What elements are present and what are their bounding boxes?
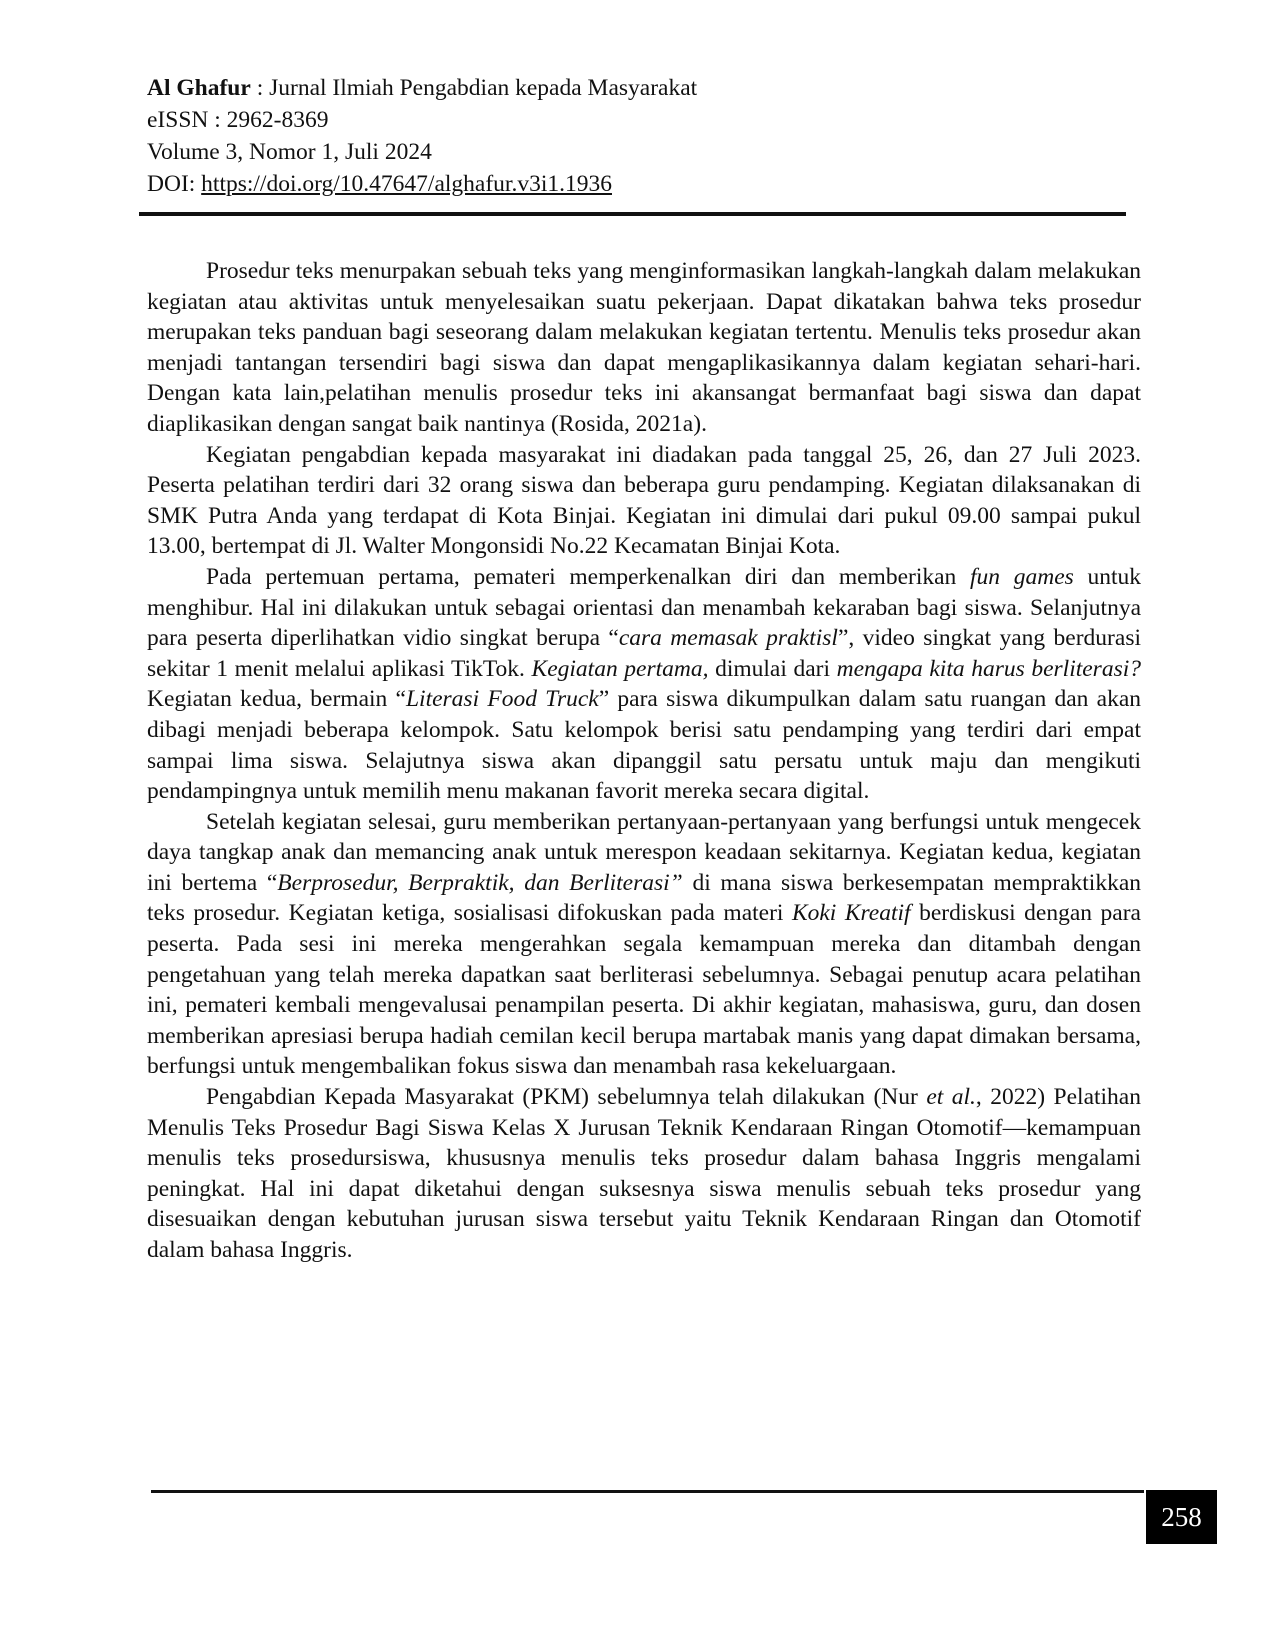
italic-run: Koki Kreatif [791, 900, 911, 927]
italic-run: fun games [970, 563, 1074, 590]
paragraph-3 [147, 562, 1141, 807]
text-run: , 2022) Pelatihan Menulis Teks Prosedur Bagi Siswa Kelas X Jurusan Teknik Kendaraan Ringan Otomotif—kemampuan menulis teks prosedursiswa, khususnya menulis teks prosedur dalam bahasa Inggris mengalami peningkat. Hal ini dapat diketahui dengan suksesnya siswa menulis sebuah teks prosedur yang disesuaikan dengan kebutuhan jurusan siswa tersebut yaitu Teknik Kendaraan Ringan dan Otomotif dalam bahasa Inggris. [147, 1084, 1141, 1263]
footer-divider [151, 1490, 1144, 1493]
article-body [147, 256, 1141, 1266]
text-run: ”, video singkat yang berdurasi sekitar 1 menit melalui aplikasi TikTok. [147, 625, 1141, 682]
text-run: Kegiatan kedua, bermain “ [147, 686, 406, 713]
doi-link[interactable]: https://doi.org/10.47647/alghafur.v3i1.1936 [201, 171, 612, 197]
text-run: ” para siswa dikumpulkan dalam satu ruangan dan akan dibagi menjadi beberapa kelompok. Satu kelompok berisi satu pendamping yang terdiri dari empat sampai lima siswa. Selajutnya siswa akan dipanggil satu persatu untuk maju dan mengikuti pendampingnya untuk memilih menu makanan favorit mereka secara digital. [147, 686, 1142, 805]
italic-run: cara memasak praktisl [618, 625, 838, 652]
journal-subtitle: : Jurnal Ilmiah Pengabdian kepada Masyarakat [250, 75, 698, 101]
text-run: untuk menghibur. Hal ini dilakukan untuk sebagai orientasi dan menambah kekaraban bagi siswa. Selanjutnya para peserta diperlihatkan vidio singkat berupa “ [147, 563, 1142, 652]
journal-header [147, 72, 1127, 200]
paragraph-4 [147, 807, 1141, 1082]
italic-run: et al. [926, 1084, 976, 1111]
journal-title-line [147, 72, 1127, 104]
page-number-badge [1146, 1490, 1217, 1544]
text-run: Pada pertemuan pertama, pemateri memperkenalkan diri dan memberikan [206, 563, 970, 590]
text-run: Setelah kegiatan selesai, guru memberikan pertanyaan-pertanyaan yang berfungsi untuk mengecek daya tangkap anak dan memancing anak untuk merespon keadaan sekitarnya. Kegiatan kedua, kegiatan ini bertema “ [147, 808, 1141, 896]
italic-run: Kegiatan pertama, [531, 655, 709, 682]
page-number: 258 [1161, 1501, 1202, 1532]
italic-run: Literasi Food Truck [405, 686, 599, 713]
doi-label: DOI: [147, 171, 202, 197]
text-run: dimulai dari [708, 655, 837, 682]
doi-line [147, 168, 1127, 200]
paragraph-2: Kegiatan pengabdian kepada masyarakat ini diadakan pada tanggal 25, 26, dan 27 Juli 2023. Peserta pelatihan terdiri dari 32 orang siswa dan beberapa guru pendamping. Kegiatan dilaksanakan di SMK Putra Anda yang terdapat di Kota Binjai. Kegiatan ini dimulai dari pukul 09.00 sampai pukul 13.00, bertempat di Jl. Walter Mongonsidi No.22 Kecamatan Binjai Kota. [147, 441, 1141, 560]
paragraph-5 [147, 1082, 1141, 1266]
paragraph-1: Prosedur teks menurpakan sebuah teks yang menginformasikan langkah-langkah dalam melakukan kegiatan atau aktivitas untuk menyelesaikan suatu pekerjaan. Dapat dikatakan bahwa teks prosedur merupakan teks panduan bagi seseorang dalam melakukan kegiatan tertentu. Menulis teks prosedur akan menjadi tantangan tersendiri bagi siswa dan dapat mengaplikasikannya dalam kegiatan sehari-hari. Dengan kata lain,pelatihan menulis prosedur teks ini akansangat bermanfaat bagi siswa dan dapat diaplikasikan dengan sangat baik nantinya (Rosida, 2021a). [147, 258, 1141, 437]
issn: eISSN : 2962-8369 [147, 107, 329, 133]
journal-name: Al Ghafur [147, 75, 251, 101]
text-run: Pengabdian Kepada Masyarakat (PKM) sebelumnya telah dilakukan (Nur [206, 1084, 927, 1111]
volume-info: Volume 3, Nomor 1, Juli 2024 [147, 139, 432, 165]
italic-run: Berprosedur, Berpraktik, dan Berliterasi” [277, 869, 683, 896]
text-run: di mana siswa berkesempatan mempraktikkan teks prosedur. Kegiatan ketiga, sosialisasi difokuskan pada materi [147, 869, 1141, 927]
text-run: berdiskusi dengan para peserta. Pada sesi ini mereka mengerahkan segala kemampuan mereka dan ditambah dengan pengetahuan yang telah mereka dapatkan saat berliterasi sebelumnya. Sebagai penutup acara pelatihan ini, pemateri kembali mengevalusai penampilan peserta. Di akhir kegiatan, mahasiswa, guru, dan dosen memberikan apresiasi berupa hadiah cemilan kecil berupa martabak manis yang dapat dimakan bersama, berfungsi untuk mengembalikan fokus siswa dan menambah rasa kekeluargaan. [147, 900, 1141, 1080]
italic-run: mengapa kita harus berliterasi? [836, 655, 1142, 682]
header-divider [139, 212, 1126, 216]
